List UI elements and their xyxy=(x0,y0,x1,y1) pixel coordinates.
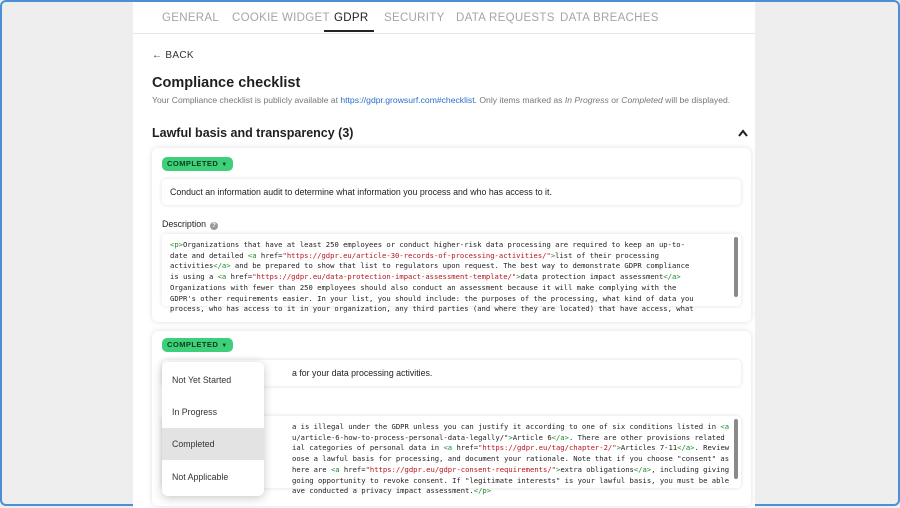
tab-bar xyxy=(133,2,755,34)
status-badge-label: COMPLETED xyxy=(167,340,219,349)
item-text-field[interactable]: a for your data processing activities. xyxy=(162,360,741,386)
subtitle-middle: . Only items marked as xyxy=(474,95,565,105)
item-text-field[interactable]: Conduct an information audit to determine what information you process and who has access to it. xyxy=(162,179,741,205)
description-label-text: Description xyxy=(162,219,207,229)
caret-down-icon: ▼ xyxy=(221,343,228,349)
subtitle-status-completed: Completed xyxy=(621,95,663,105)
code-line: a is illegal under the GDPR unless you can justify it according to one of six conditions listed in <a xyxy=(292,422,730,431)
code-line: ave conducted a privacy impact assessment.</p> xyxy=(292,486,492,496)
tab-gdpr[interactable]: GDPR xyxy=(334,12,369,24)
tab-general[interactable]: GENERAL xyxy=(162,12,220,24)
status-option-not-applicable[interactable]: Not Applicable xyxy=(172,472,229,482)
scrollbar[interactable] xyxy=(734,237,738,297)
code-line: date and detailed <a href="https://gdpr.eu/article-30-records-of-processing-activities/">list of their processing xyxy=(170,250,659,260)
code-line: going opportunity to revoke consent. If "legitimate interests" is your lawful basis, you must be able xyxy=(292,475,730,485)
status-option-completed[interactable]: Completed xyxy=(162,428,264,460)
status-option-in-progress[interactable]: In Progress xyxy=(172,407,217,417)
code-line: is using a <a href="https://gdpr.eu/data-protection-impact-assessment-template/">data protection impact assessment</a> xyxy=(170,272,681,282)
help-icon[interactable]: ? xyxy=(210,222,218,230)
active-tab-indicator xyxy=(324,30,374,32)
code-line: activities</a> and be prepared to show that list to regulators upon request. The best way to demonstrate GDPR compliance xyxy=(170,261,690,271)
caret-down-icon: ▼ xyxy=(221,162,228,168)
code-line: u/article-6-how-to-process-personal-data-legally/">Article 6</a>. There are other provisions related xyxy=(292,432,725,442)
code-line: oose a lawful basis for processing, and document your rationale. Note that if you choose "consent" as xyxy=(292,454,730,464)
subtitle-prefix: Your Compliance checklist is publicly available at xyxy=(152,95,341,105)
page-subtitle xyxy=(152,95,730,105)
subtitle-status-in-progress: In Progress xyxy=(564,95,609,105)
checklist-public-link[interactable]: https://gdpr.growsurf.com#checklist xyxy=(340,95,475,105)
tab-data-requests[interactable]: DATA REQUESTS xyxy=(456,12,555,24)
description-code-editor[interactable] xyxy=(162,234,741,314)
code-line: here are <a href="https://gdpr.eu/gdpr-consent-requirements/">extra obligations</a>, including giving xyxy=(292,464,730,474)
chevron-up-icon[interactable] xyxy=(737,128,749,138)
back-link[interactable] xyxy=(152,50,194,61)
section-title: Lawful basis and transparency (3) xyxy=(152,126,354,140)
code-line: ial categories of personal data in <a href="https://gdpr.eu/tag/chapter-2/">Articles 7-11</a>. Review xyxy=(292,443,730,453)
subtitle-suffix: will be displayed. xyxy=(662,95,731,105)
checklist-item-card xyxy=(152,148,751,322)
tab-security[interactable]: SECURITY xyxy=(384,12,445,24)
scrollbar[interactable] xyxy=(734,419,738,479)
status-dropdown-menu xyxy=(162,362,264,496)
status-badge-label: COMPLETED xyxy=(167,159,219,168)
arrow-left-icon: ← xyxy=(152,50,163,61)
code-line: GDPR's other requirements easier. In your list, you should include: the purposes of the processing, what kind of data you xyxy=(170,293,694,303)
code-line: process, who has access to it in your organization, any third parties (and where they are located) that have access, what xyxy=(170,304,694,314)
tab-cookie-widget[interactable]: COOKIE WIDGET xyxy=(232,12,330,24)
code-line: Organizations with fewer than 250 employees should also conduct an assessment because it will make complying with the xyxy=(170,282,677,292)
status-badge[interactable] xyxy=(162,157,233,171)
subtitle-or: or xyxy=(608,95,622,105)
back-label: BACK xyxy=(165,50,194,61)
status-badge[interactable] xyxy=(162,338,233,352)
code-line: <p>Organizations that have at least 250 employees or conduct higher-risk data processing are required to keep an up-to- xyxy=(170,240,685,249)
description-label xyxy=(162,219,218,230)
tab-data-breaches[interactable]: DATA BREACHES xyxy=(560,12,659,24)
page-title: Compliance checklist xyxy=(152,75,301,91)
status-option-not-yet-started[interactable]: Not Yet Started xyxy=(172,375,232,385)
